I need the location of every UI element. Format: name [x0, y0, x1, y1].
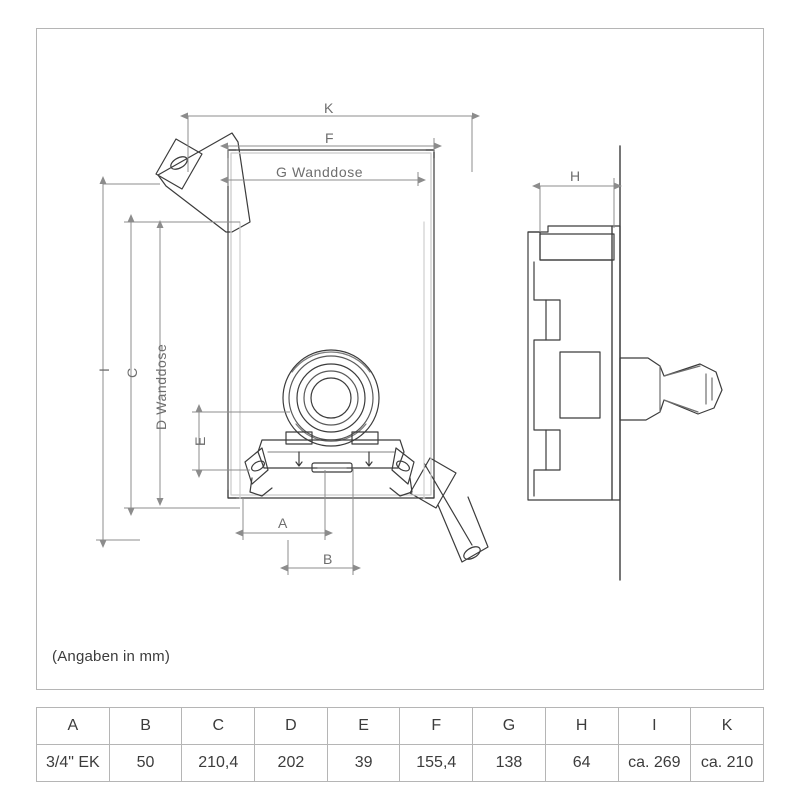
- table-header-cell: I: [618, 708, 691, 745]
- table-cell: ca. 269: [618, 745, 691, 782]
- dim-label-e: E: [192, 436, 208, 446]
- table-header-cell: C: [182, 708, 255, 745]
- table-cell: 155,4: [400, 745, 473, 782]
- table-header-cell: H: [545, 708, 618, 745]
- table-header-cell: D: [255, 708, 328, 745]
- table-cell: 39: [327, 745, 400, 782]
- table-cell: 202: [255, 745, 328, 782]
- table-header-cell: A: [37, 708, 110, 745]
- table-row: [37, 745, 764, 782]
- dim-label-g: G Wanddose: [276, 164, 364, 180]
- table-cell: 3/4" EK: [37, 745, 110, 782]
- table-cell: 64: [545, 745, 618, 782]
- table-cell: 210,4: [182, 745, 255, 782]
- dim-label-d: D Wanddose: [153, 343, 169, 430]
- dim-label-b: B: [323, 551, 333, 567]
- dim-label-k: K: [324, 100, 334, 116]
- table-header-cell: K: [691, 708, 764, 745]
- table-cell: 138: [473, 745, 546, 782]
- table-cell: ca. 210: [691, 745, 764, 782]
- drawing-frame: [36, 28, 764, 690]
- table-header-cell: G: [473, 708, 546, 745]
- spec-table: [36, 707, 764, 782]
- unit-note: (Angaben in mm): [52, 648, 171, 665]
- table-header-cell: B: [109, 708, 182, 745]
- dim-label-f: F: [325, 130, 335, 146]
- table-header-cell: F: [400, 708, 473, 745]
- table-header-row: [37, 708, 764, 745]
- dim-label-a: A: [278, 515, 288, 531]
- dim-label-c: C: [124, 367, 140, 378]
- table-cell: 50: [109, 745, 182, 782]
- dim-label-i: I: [96, 367, 112, 372]
- dim-label-h: H: [570, 168, 581, 184]
- table-header-cell: E: [327, 708, 400, 745]
